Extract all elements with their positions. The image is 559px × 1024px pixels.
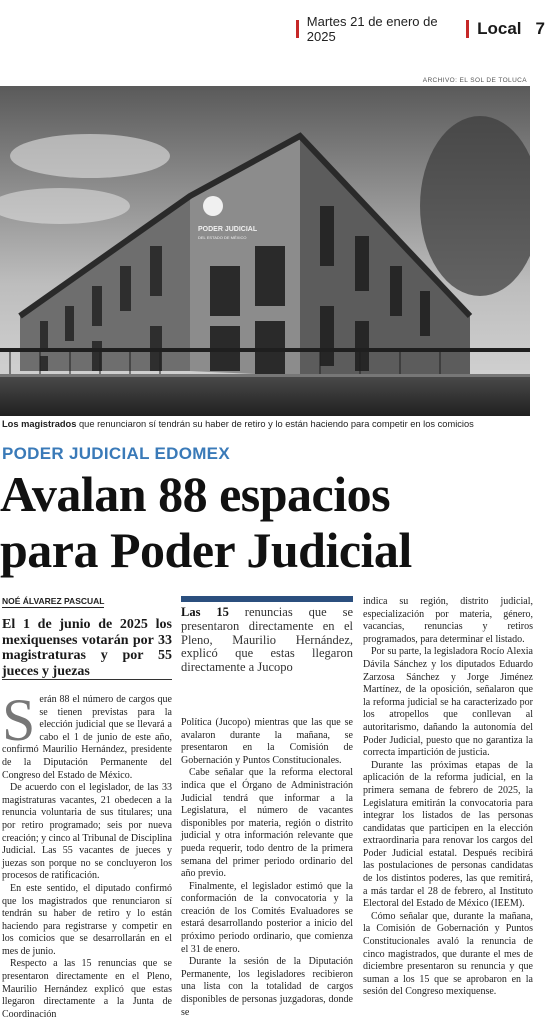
caption-text: que renunciaron sí tendrán su haber de retiro y lo están haciendo para competir en los comicios (76, 419, 474, 429)
body-paragraph: Finalmente, el legislador estimó que la conformación de la convocatoria y la creación de los Comités Evaluadores se estará desarrollando posterior a inicio del próximo periodo ordinario, que comienza el 31 de enero. (181, 880, 353, 955)
dropcap-letter: S (2, 687, 36, 753)
headline-line-2: para Poder Judicial (0, 522, 412, 578)
header-divider (466, 20, 469, 38)
article-headline (0, 466, 545, 578)
sign-text-line2: DEL ESTADO DE MÉXICO (198, 235, 247, 240)
body-paragraph: Cómo señalar que, durante la mañana, la Comisión de Gobernación y Puntos Constitucionales avaló la renuncia de cinco magistrados, que durante el mes de diciembre presentaron su renuncia y que suman a los 15 que se aprobaron en la sesión del Congreso mexiquense. (363, 910, 533, 998)
article-lede: El 1 de junio de 2025 los mexiquenses votarán por 33 magistraturas y por 55 jueces y juezas (2, 617, 172, 679)
photo-credit: ARCHIVO: EL SOL DE TOLUCA (422, 77, 527, 84)
section-name: Local (477, 19, 522, 38)
article-photo (0, 86, 530, 416)
body-paragraph: De acuerdo con el legislador, de las 33 magistraturas vacantes, 21 obedecen a la renuncia voluntaria de sus titulares; una por retiro programado; seis por nueva creación; y cinco al Tribunal de Disciplina Judicial. Las 55 vacantes de jueces y juezas son porque no se concluyeron los procesos de ratificación. (2, 782, 172, 882)
pull-quote-text: renuncias que se presentaron directamente en el Pleno, Maurilio Hernández, explicó que estas llegaron directamente a Jucopo (181, 605, 353, 675)
article-column-1 (2, 617, 172, 1021)
sign-text-line1: PODER JUDICIAL (198, 226, 258, 233)
article-column-3 (363, 596, 533, 999)
article-column-2 (181, 596, 353, 1019)
article-byline: NOÉ ÁLVAREZ PASCUAL (2, 596, 105, 606)
body-paragraph: indica su región, distrito judicial, especialización por materia, género, vacancias, renuncias y retiros programados, para determinar el listado. (363, 596, 533, 645)
headline-line-1: Avalan 88 espacios (0, 466, 391, 522)
body-paragraph: Durante las próximas etapas de la aplicación de la reforma judicial, en la primera semana de febrero de 2025, la Legislatura emitirán la convocatoria para integrar los listados de las personas candidatas que participen en la elección extraordinaria para renovar los cargos del Poder Judicial estatal. Después recibirá las postulaciones de personas candidatas de los distintos poderes, las que remitirá, a más tardar el 28 de febrero, al Instituto Electoral del Estado de México (IEEM). (363, 759, 533, 910)
body-paragraph: En este sentido, el diputado confirmó que los magistrados que renunciaron sí tendrán su haber de retiro y lo están haciendo para registrarse y competir en los comicios que se desarrollarán en el mes de junio. (2, 882, 172, 957)
dropcap-paragraph (2, 687, 172, 782)
page-header (296, 14, 545, 44)
body-paragraph: erán 88 el número de cargos que se tienen previstas para la elección judicial que se llevará a cabo el 1 de junio de este año, confirmó Maurilio Hernández, presidente de la Diputación Permanente del Congreso del Estado de México. (2, 694, 172, 781)
body-paragraph: Durante la sesión de la Diputación Permanente, los legisladores recibieron una lista con la totalidad de cargos disponibles de personas juzgadoras, donde se (181, 956, 353, 1018)
body-paragraph: Por su parte, la legisladora Rocío Alexia Dávila Sánchez y los diputados Eduardo Zarzosa Sánchez y Jorge Jiménez Martínez, de la oposición, señalaron que la reforma judicial se ha caracterizado por los atropellos que conllevan al autoritarismo, dañando la autonomía del Poder Judicial, puesto que no garantiza la correcta impartición de justicia. (363, 646, 533, 759)
building-photo-illustration (0, 86, 530, 416)
caption-lead: Los magistrados (2, 419, 77, 429)
pull-quote-lead: Las 15 (181, 605, 229, 619)
pull-quote (181, 596, 353, 675)
body-paragraph: Cabe señalar que la reforma electoral indica que el Órgano de Administración Judicial tendrá que informar a la Legislatura, el número de vacantes disponibles por materia, región o distrito judicial y otra información relevante que pueda requerir, todo dentro de la primera semana del primer periodo ordinario del año previo. (181, 767, 353, 880)
page-number: 7 (535, 19, 545, 38)
header-divider (296, 20, 299, 38)
body-paragraph: Política (Jucopo) mientras que las que se avalaron durante la mañana, se presentaron en la Comisión de Gobernación y Puntos Constitucionales. (181, 716, 353, 766)
body-paragraph: Respecto a las 15 renuncias que se presentaron directamente en el Pleno, Maurilio Hernández explicó que estas llegaron directamente a la Junta de Coordinación (2, 958, 172, 1020)
photo-caption (2, 419, 532, 429)
article-kicker: PODER JUDICIAL EDOMEX (2, 444, 230, 463)
issue-date: Martes 21 de enero de 2025 (306, 14, 438, 44)
